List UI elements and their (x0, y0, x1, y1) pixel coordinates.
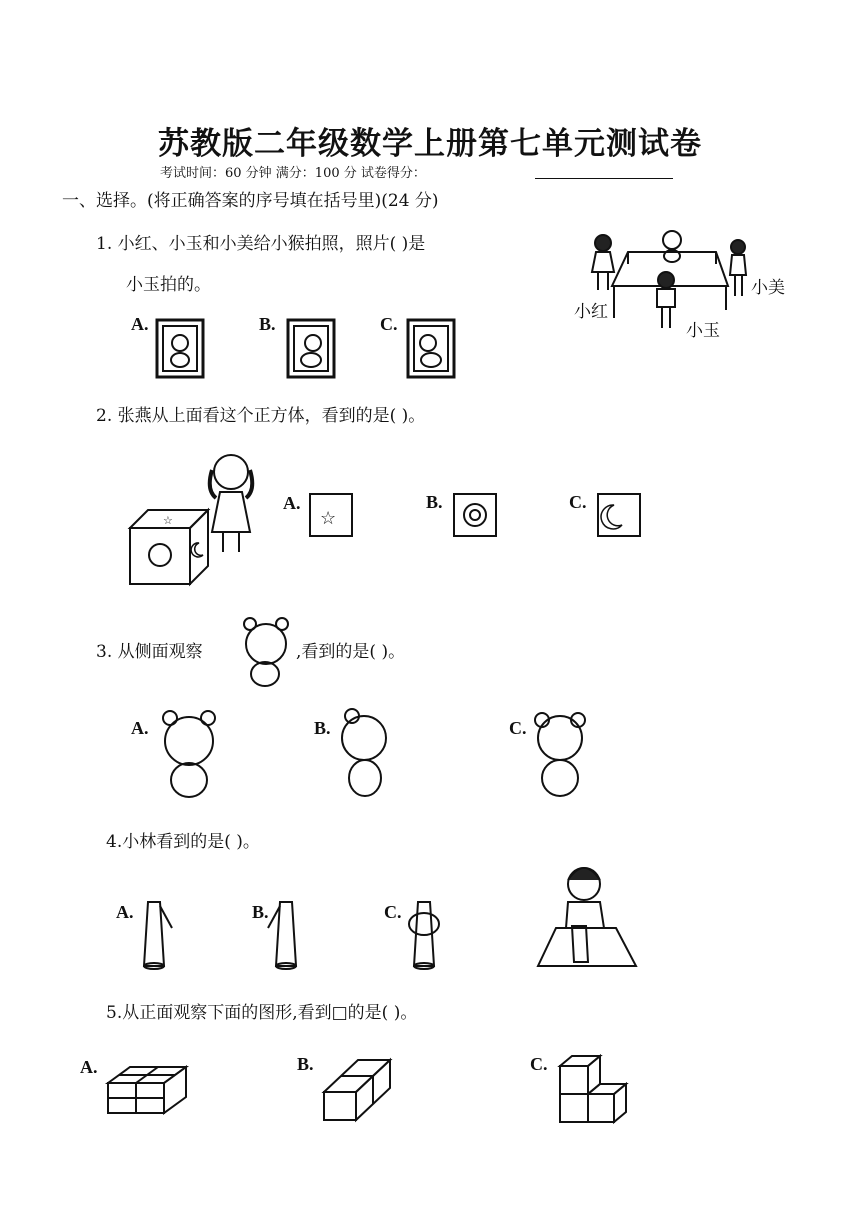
q4-option-c-label: C. (384, 902, 402, 922)
thermos-option-b (268, 902, 296, 969)
q2-option-b-label: B. (426, 492, 443, 512)
q2-option-a-label: A. (283, 493, 301, 513)
cube-figure (130, 510, 208, 584)
q1-option-b-label: B. (259, 314, 276, 334)
blocks-option-c (560, 1056, 626, 1122)
bear-reference (244, 618, 288, 686)
question-4-text: 4.小林看到的是( )。 (106, 832, 260, 852)
q3-option-a-label: A. (131, 718, 149, 738)
top-view-option-c (598, 494, 640, 536)
q5-option-a-label: A. (80, 1057, 98, 1077)
thermos-option-a (144, 902, 172, 969)
question-2-text: 2. 张燕从上面看这个正方体，看到的是( )。 (96, 406, 426, 426)
q4-option-b-label: B. (252, 902, 269, 922)
photo-option-a (157, 320, 203, 377)
top-view-option-a (310, 494, 352, 536)
bear-option-c (535, 713, 585, 796)
q1-option-a-label: A. (131, 314, 149, 334)
boy-with-thermos (538, 868, 636, 966)
question-5-text: 5.从正面观察下面的图形,看到□的是( )。 (106, 1003, 418, 1023)
page-title: 苏教版二年级数学上册第七单元测试卷 (158, 126, 702, 162)
section-heading: 一、选择。(将正确答案的序号填在括号里)(24 分) (62, 191, 439, 211)
svg-text:☆: ☆ (320, 508, 337, 529)
question-3-text-a: 3. 从侧面观察 (96, 642, 203, 662)
bear-option-b (342, 709, 386, 796)
photo-scene (592, 231, 746, 328)
photo-option-b (288, 320, 334, 377)
exam-info: 考试时间：60 分钟 满分：100 分 试卷得分： (160, 166, 426, 181)
question-1-text: 1. 小红、小玉和小美给小猴拍照，照片( )是 (96, 234, 426, 254)
q2-option-c-label: C. (569, 492, 587, 512)
thermos-option-c (409, 902, 439, 969)
blocks-option-b (324, 1060, 390, 1120)
q5-option-c-label: C. (530, 1054, 548, 1074)
name-xiaoyu: 小玉 (686, 321, 720, 341)
q4-option-a-label: A. (116, 902, 134, 922)
name-xiaomei: 小美 (751, 278, 785, 298)
svg-text:☆: ☆ (163, 514, 173, 527)
question-1-text-cont: 小玉拍的。 (126, 275, 211, 295)
girl-figure (210, 455, 253, 552)
q5-option-b-label: B. (297, 1054, 314, 1074)
bear-option-a (163, 711, 215, 797)
q3-option-b-label: B. (314, 718, 331, 738)
photo-option-c (408, 320, 454, 377)
question-3-text-b: ,看到的是( )。 (296, 642, 406, 662)
q1-option-c-label: C. (380, 314, 398, 334)
name-xiaohong: 小红 (574, 302, 608, 322)
q3-option-c-label: C. (509, 718, 527, 738)
blocks-option-a (108, 1067, 186, 1113)
top-view-option-b (454, 494, 496, 536)
